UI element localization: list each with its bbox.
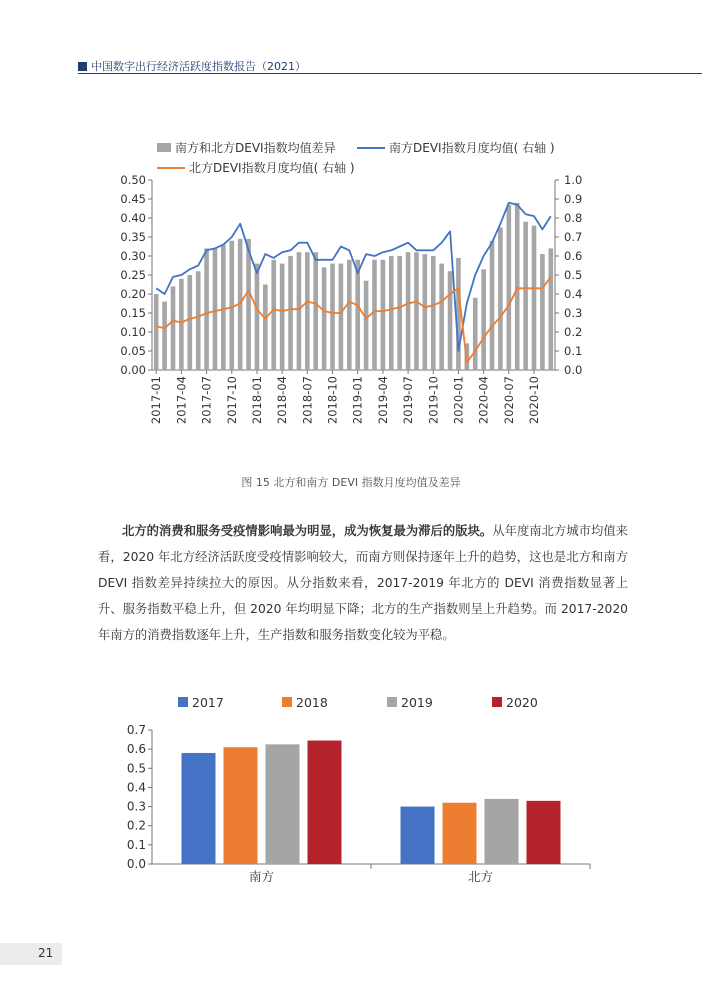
diff-bar <box>271 260 276 370</box>
diff-bar <box>330 264 335 370</box>
diff-bar <box>490 241 495 370</box>
y-tick-label: 0.1 <box>126 837 146 852</box>
diff-bar <box>423 254 428 370</box>
diff-bar <box>204 248 209 370</box>
right-tick-label: 0.2 <box>564 325 583 339</box>
diff-bar <box>473 298 478 370</box>
diff-bar <box>154 294 159 370</box>
x-tick-label: 2017-04 <box>174 376 189 425</box>
diff-bar <box>381 260 386 370</box>
diff-bar <box>171 286 176 370</box>
x-tick-label: 2019-10 <box>426 376 441 425</box>
left-tick-label: 0.00 <box>120 363 146 377</box>
x-tick-label: 2019-04 <box>375 376 390 425</box>
bar-2020 <box>308 741 342 864</box>
diff-bar <box>456 258 461 370</box>
y-tick-label: 0.0 <box>126 857 146 871</box>
diff-bar <box>322 267 327 370</box>
diff-bar <box>523 222 528 370</box>
right-tick-label: 0.1 <box>564 344 583 358</box>
diff-bar <box>507 205 512 370</box>
diff-bar <box>355 260 360 370</box>
header-title: 中国数字出行经济活跃度指数报告（2021） <box>91 60 306 73</box>
y-tick-label: 0.3 <box>126 799 146 814</box>
diff-bar <box>179 279 184 370</box>
diff-bar <box>297 252 302 370</box>
category-label: 北方 <box>467 869 494 884</box>
diff-bar <box>532 226 537 370</box>
diff-bar <box>196 271 201 370</box>
diff-bar <box>280 264 285 370</box>
legend-label-2019: 2019 <box>401 695 433 710</box>
x-tick-label: 2018-07 <box>300 376 315 425</box>
diff-bar <box>414 252 419 370</box>
paragraph-rest: 从年度南北方城市均值来看，2020 年北方经济活跃度受疫情影响较大，而南方则保持逐年上升的趋势，这也是北方和南方 DEVI 指数差异持续拉大的原因。从分指数来看，2017-2019 年北方的 DEVI 消费指数显著上升、服务指数平稳上升，但 2020 年均明显下降；北方的生产指数则呈上升趋势。而 2017-2020 年南方的消费指数逐年上升，生产指数和服务指数变化较为平稳。 <box>98 524 628 642</box>
left-tick-label: 0.15 <box>120 306 146 320</box>
legend-swatch-2017 <box>178 697 188 707</box>
diff-bar <box>498 228 503 371</box>
diff-bar <box>263 285 268 371</box>
diff-bar <box>229 241 234 370</box>
paragraph-bold-lead: 北方的消费和服务受疫情影响最为明显，成为恢复最为滞后的版块。 <box>122 524 493 538</box>
legend-label-north: 北方DEVI指数月度均值( 右轴 ) <box>189 161 355 175</box>
bar-2019 <box>485 799 519 864</box>
right-tick-label: 0.3 <box>564 306 583 320</box>
left-tick-label: 0.45 <box>120 192 146 206</box>
diff-bar <box>540 254 545 370</box>
diff-bar <box>339 264 344 370</box>
bar-2017 <box>401 807 435 864</box>
diff-bar <box>313 252 318 370</box>
left-tick-label: 0.50 <box>120 173 146 187</box>
bar-2018 <box>443 803 477 864</box>
y-tick-label: 0.5 <box>126 761 146 776</box>
diff-bar <box>187 275 192 370</box>
annual-average-chart <box>0 690 702 920</box>
bar-2017 <box>182 753 216 864</box>
right-tick-label: 0.0 <box>564 363 583 377</box>
right-tick-label: 1.0 <box>564 173 583 187</box>
diff-bar <box>372 260 377 370</box>
left-tick-label: 0.40 <box>120 211 146 225</box>
legend-swatch-2020 <box>492 697 502 707</box>
y-tick-label: 0.2 <box>126 818 146 833</box>
diff-bar <box>515 203 520 370</box>
left-tick-label: 0.20 <box>120 287 146 301</box>
right-tick-label: 0.6 <box>564 249 583 263</box>
diff-bar <box>439 264 444 370</box>
x-tick-label: 2017-07 <box>199 376 214 425</box>
diff-bar <box>406 252 411 370</box>
category-label: 南方 <box>248 869 275 884</box>
legend-label-diff: 南方和北方DEVI指数均值差异 <box>175 141 336 155</box>
diff-bar <box>305 252 310 370</box>
diff-bar <box>288 256 293 370</box>
devi-monthly-chart <box>0 0 702 470</box>
left-tick-label: 0.30 <box>120 249 146 263</box>
page-number: 21 <box>38 946 54 960</box>
x-tick-label: 2017-01 <box>149 376 164 425</box>
diff-bar <box>255 264 260 370</box>
right-tick-label: 0.4 <box>564 287 583 301</box>
diff-bar <box>162 302 167 370</box>
diff-bar <box>364 281 369 370</box>
x-tick-label: 2018-10 <box>325 376 340 425</box>
bar-2020 <box>527 801 561 864</box>
diff-bar <box>389 256 394 370</box>
diff-bar <box>213 248 218 370</box>
diff-bar <box>246 239 251 370</box>
left-tick-label: 0.25 <box>120 268 146 282</box>
legend-swatch-2019 <box>387 697 397 707</box>
legend-label-2017: 2017 <box>192 695 224 710</box>
right-tick-label: 0.8 <box>564 211 583 225</box>
x-tick-label: 2019-01 <box>350 376 365 425</box>
legend-label-south: 南方DEVI指数月度均值( 右轴 ) <box>389 141 555 155</box>
legend-label-2018: 2018 <box>296 695 328 710</box>
legend-label-2020: 2020 <box>506 695 538 710</box>
x-tick-label: 2020-04 <box>476 375 491 425</box>
diff-bar <box>431 256 436 370</box>
x-tick-label: 2017-10 <box>224 376 239 425</box>
diff-bar <box>397 256 402 370</box>
x-tick-label: 2018-01 <box>249 376 264 425</box>
bar-2019 <box>266 744 300 864</box>
right-tick-label: 0.9 <box>564 192 583 206</box>
left-tick-label: 0.35 <box>120 230 146 244</box>
diff-bar <box>448 271 453 370</box>
diff-bar <box>548 248 553 370</box>
x-tick-label: 2020-07 <box>501 376 516 425</box>
diff-bar <box>221 245 226 370</box>
y-tick-label: 0.6 <box>126 742 146 757</box>
left-tick-label: 0.05 <box>120 344 146 358</box>
x-tick-label: 2019-07 <box>401 376 416 425</box>
body-paragraph <box>98 518 628 648</box>
right-tick-label: 0.5 <box>564 268 583 282</box>
legend-swatch-diff <box>157 143 171 152</box>
y-tick-label: 0.4 <box>126 780 146 795</box>
figure-caption: 图 15 北方和南方 DEVI 指数月度均值及差异 <box>241 476 461 489</box>
left-tick-label: 0.10 <box>120 325 146 339</box>
y-tick-label: 0.7 <box>126 723 146 737</box>
x-tick-label: 2018-04 <box>275 376 290 425</box>
bar-2018 <box>224 747 258 864</box>
x-tick-label: 2020-01 <box>451 376 466 425</box>
diff-bar <box>347 260 352 370</box>
diff-bar <box>481 269 486 370</box>
right-tick-label: 0.7 <box>564 230 583 244</box>
x-tick-label: 2020-10 <box>527 376 542 425</box>
legend-swatch-2018 <box>282 697 292 707</box>
